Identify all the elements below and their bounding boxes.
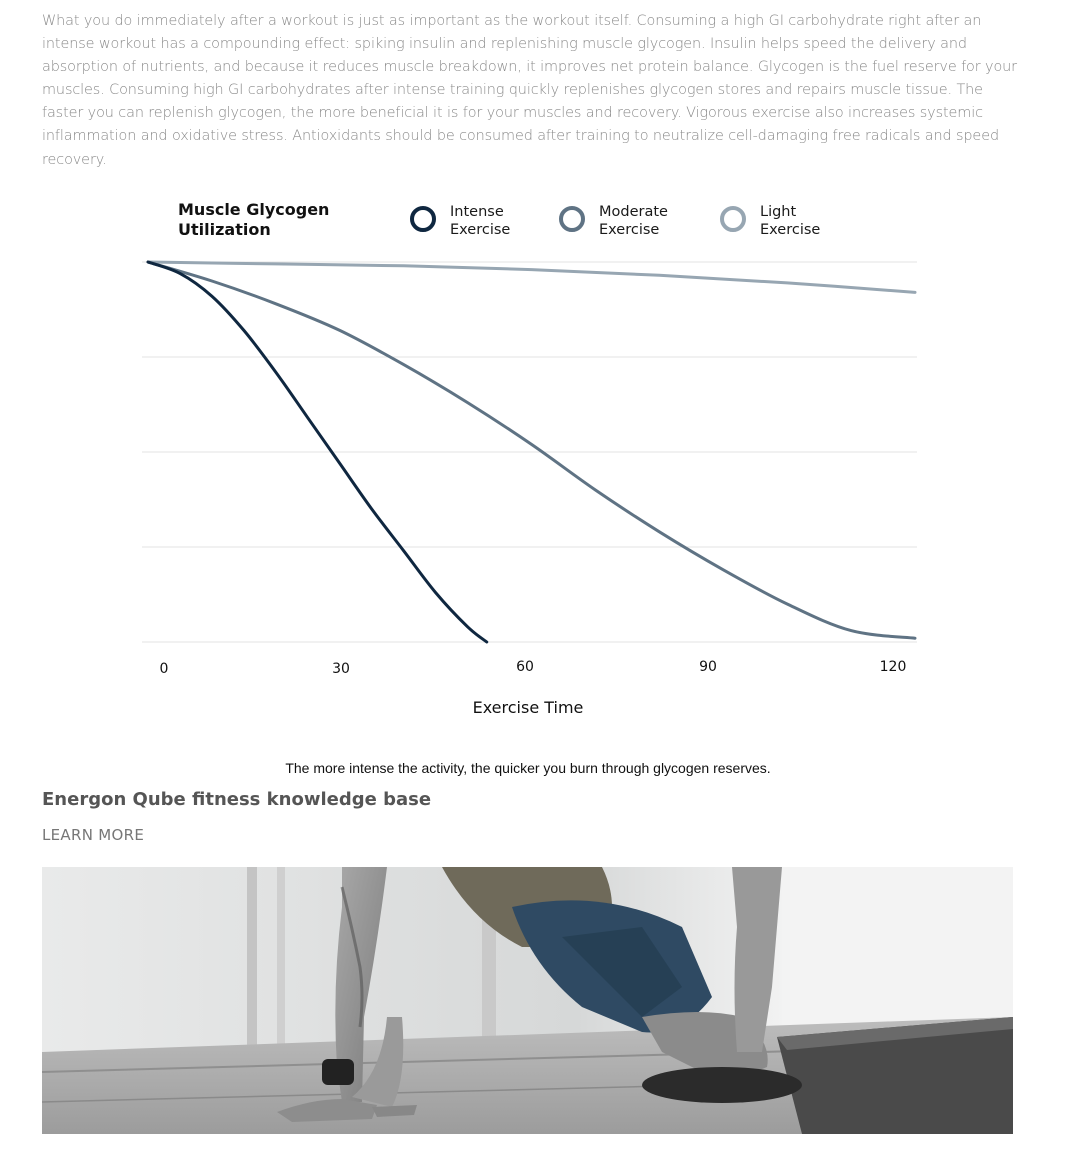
legend-ring-icon xyxy=(559,206,585,232)
chart-title xyxy=(178,200,329,240)
legend-item-light xyxy=(720,203,820,239)
legend-label: Moderate Exercise xyxy=(599,204,668,238)
legend-ring-icon xyxy=(410,206,436,232)
legend-item-intense xyxy=(410,203,510,239)
legend-label: Light Exercise xyxy=(760,204,821,238)
legend-label: Intense Exercise xyxy=(450,204,511,238)
series-line-moderate xyxy=(148,262,915,638)
workout-photo-image xyxy=(42,867,1013,1134)
chart-gridlines xyxy=(142,262,917,642)
x-axis-label: Exercise Time xyxy=(472,698,584,717)
x-tick-label: 90 xyxy=(699,659,717,675)
x-tick-label: 0 xyxy=(159,661,169,677)
chart-x-ticks xyxy=(160,659,907,677)
x-tick-label: 30 xyxy=(332,661,350,677)
chart-caption: The more intense the activity, the quicker you burn through glycogen reserves. xyxy=(285,760,771,776)
x-tick-label: 120 xyxy=(879,659,907,675)
chart-title-text: Muscle Glycogen Utilization xyxy=(178,200,330,239)
legend-ring-icon xyxy=(720,206,746,232)
x-tick-label: 60 xyxy=(516,659,534,675)
legend-item-moderate xyxy=(559,203,668,239)
workout-photo xyxy=(42,867,1013,1134)
series-line-light xyxy=(148,262,915,292)
learn-more-link[interactable]: LEARN MORE xyxy=(42,826,145,844)
intro-paragraph: What you do immediately after a workout is just as important as the workout itself. Consuming a high GI carbohydrate right after an intense workout has a compounding effect: spiking insulin and replenishing muscle glycogen. Insulin helps speed the delivery and absorption of nutrients, and because it reduces muscle breakdown, it improves net protein balance. Glycogen is the fuel reserve for your muscles. Consuming high GI carbohydrates after intense training quickly replenishes glycogen stores and repairs muscle tissue. The faster you can replenish glycogen, the more beneficial it is for your muscles and recovery. Vigorous exercise also increases systemic inflammation and oxidative stress. Antioxidants should be consumed after training to neutralize cell-damaging free radicals and speed recovery. xyxy=(42,13,1017,168)
knowledge-base-heading: Energon Qube fitness knowledge base xyxy=(42,789,432,810)
chart-canvas xyxy=(0,185,1080,730)
glycogen-chart xyxy=(0,185,1080,730)
